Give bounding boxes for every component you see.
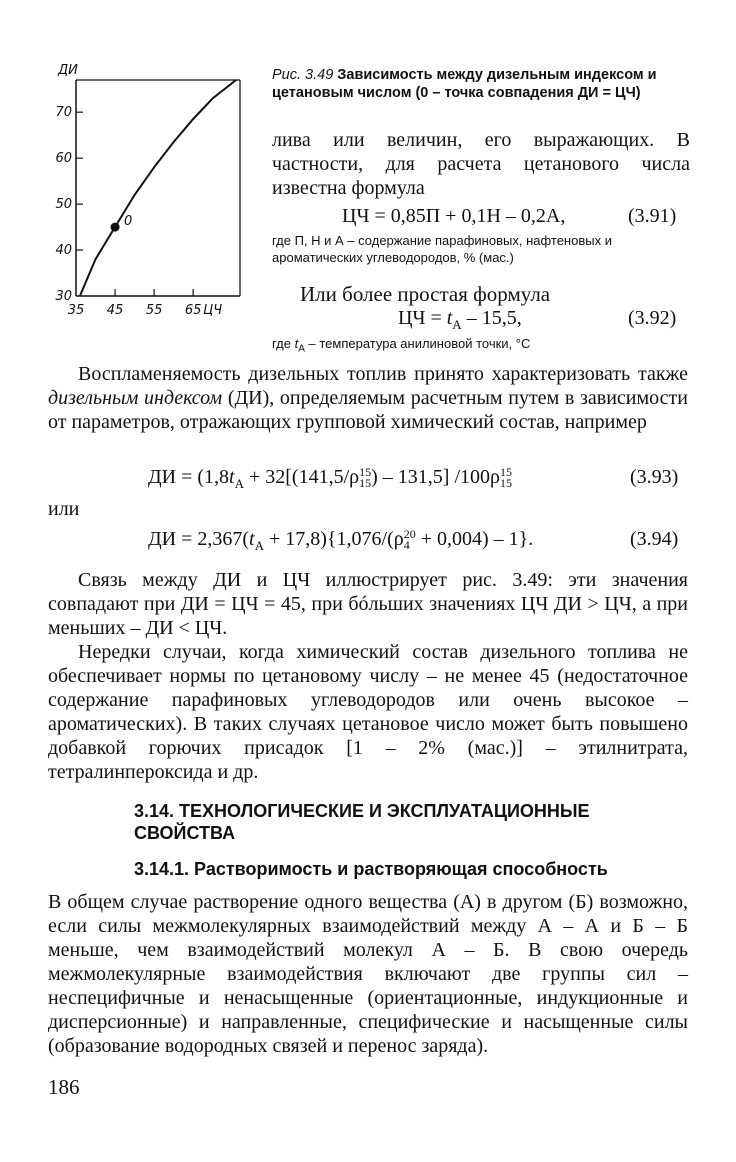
page-number: 186: [48, 1075, 80, 1099]
x-tick-label-65: 65: [184, 303, 202, 318]
chart-y-axis-label: ДИ: [58, 63, 78, 78]
formula-3-92-sub: А: [452, 317, 462, 332]
formula-3-92-note: [272, 335, 692, 358]
eq93-sub-2: 15: [499, 476, 512, 491]
formula-3-91: ЦЧ = 0,85П + 0,1Н – 0,2А,: [342, 205, 566, 227]
eq94-sub: 4: [403, 538, 410, 553]
formula-3-92-t: t: [446, 307, 453, 329]
eq93-rho-index-2: [500, 467, 512, 489]
formula-3-91-number: (3.91): [628, 205, 677, 227]
note2-t: t: [294, 336, 299, 351]
main-paragraph-2: Связь между ДИ и ЦЧ иллюстрирует рис. 3.49: эти значения совпадают при ДИ = ЦЧ = 45, при бóльших значениях ЦЧ ДИ > ЦЧ, а при меньших – ДИ < ЦЧ.: [48, 569, 688, 639]
para1-text-end: (ДИ), определяемым расчетным путем в зависимости от параметров, отражающих групповой химический состав, например: [48, 387, 688, 433]
eq93-rho-index-1: [359, 467, 371, 489]
formula-3-92-lhs: ЦЧ =: [398, 307, 447, 329]
conjunction-or: или: [48, 498, 80, 520]
main-paragraph-3: Нередки случаи, когда химический состав дизельного топлива не обеспечивает нормы по цетановому числу – не менее 45 (недостаточное содержание парафиновых углеводородов или очень высокое – ароматических). В таких случаях цетановое число может быть повышено добавкой горючих присадок [1 – 2% (мас.)] – этилнитрата, тетралинпероксида и др.: [48, 641, 688, 783]
eq94-part-a: ДИ = 2,367(: [148, 528, 250, 550]
y-tick-label-60: 60: [55, 151, 72, 167]
eq94-t-sub: А: [254, 538, 264, 553]
subsection-heading: 3.14.1. Растворимость и растворяющая способность: [134, 859, 608, 879]
y-tick-label-30: 30: [55, 289, 72, 304]
eq93-sub-1: 15: [359, 476, 372, 491]
chart-point-equal: [111, 223, 120, 232]
eq93-part-c: ) – 131,5] /100ρ: [371, 466, 500, 488]
para1-text: Воспламеняемость дизельных топлив принято характеризовать также: [78, 363, 688, 385]
figure-caption-text: Зависимость между дизельным индексом и цетановым числом (0 – точка совпадения ДИ = ЦЧ): [272, 67, 657, 101]
y-tick-label-40: 40: [55, 243, 72, 259]
formula-3-92-number: (3.92): [628, 307, 677, 329]
chart-axes: [76, 80, 240, 296]
chart-ticks: [55, 105, 222, 318]
y-tick-label-70: 70: [55, 105, 72, 121]
note2-post: – температура анилиновой точки, °С: [304, 336, 531, 351]
eq93-part-a: ДИ = (1,8: [148, 466, 230, 488]
x-tick-label-35: 35: [67, 303, 85, 318]
chart-x-axis-label: ЦЧ: [203, 303, 223, 318]
x-tick-label-45: 45: [106, 303, 124, 318]
main-paragraph-1: [48, 362, 688, 434]
note2-sub: А: [298, 343, 305, 355]
right-paragraph-1: лива или величин, его выражающих. В частности, для расчета цетанового числа известна формула: [272, 129, 690, 199]
equation-3-93-number: (3.93): [630, 466, 679, 488]
eq93-t: t: [229, 466, 235, 488]
eq94-part-c: + 0,004) – 1}.: [415, 528, 534, 550]
eq94-sup: 20: [403, 527, 416, 542]
eq93-t-sub: А: [234, 476, 244, 491]
x-tick-label-55: 55: [145, 303, 163, 318]
note2-pre: где: [272, 336, 295, 351]
formula-3-92: [398, 307, 522, 333]
chart-point-label: 0: [124, 214, 133, 230]
right-paragraph-2: Или более простая формула: [300, 282, 551, 306]
figure-caption: [272, 66, 692, 102]
eq93-sup-1: 15: [359, 465, 372, 480]
eq94-t: t: [249, 528, 255, 550]
figure-chart: [44, 58, 274, 328]
chart-series-line: [80, 80, 236, 296]
figure-number: Рис. 3.49: [272, 67, 334, 83]
equation-3-94: [148, 528, 533, 554]
equation-3-94-number: (3.94): [630, 528, 679, 550]
y-tick-label-50: 50: [55, 197, 72, 213]
formula-3-91-note: где П, Н и А – содержание парафиновых, нафтеновых и ароматических углеводородов, % (мас.): [272, 233, 612, 265]
eq94-rho-index: [404, 529, 416, 551]
section-heading: 3.14. ТЕХНОЛОГИЧЕСКИЕ И ЭКСПЛУАТАЦИОННЫЕ СВОЙСТВА: [134, 801, 590, 843]
main-paragraph-4: В общем случае растворение одного вещества (А) в другом (Б) возможно, если силы межмолекулярных взаимодействий между А – А и Б – Б меньше, чем взаимодействий молекул А – Б. В свою очередь межмолекулярные взаимодействия включают две группы сил – неспецифичные и ненасыщенные (ориентационные, индукционные и дисперсионные) и направленные, специфические и насыщенные силы (образование водородных связей и перенос заряда).: [48, 891, 688, 1057]
para1-emphasis: дизельным индексом: [48, 387, 223, 409]
eq93-sup-2: 15: [499, 465, 512, 480]
eq93-part-b: + 32[(141,5/ρ: [243, 466, 360, 488]
formula-3-92-rhs: – 15,5,: [461, 307, 522, 329]
eq94-part-b: + 17,8){1,076/(ρ: [263, 528, 404, 550]
equation-3-93: [148, 466, 512, 492]
